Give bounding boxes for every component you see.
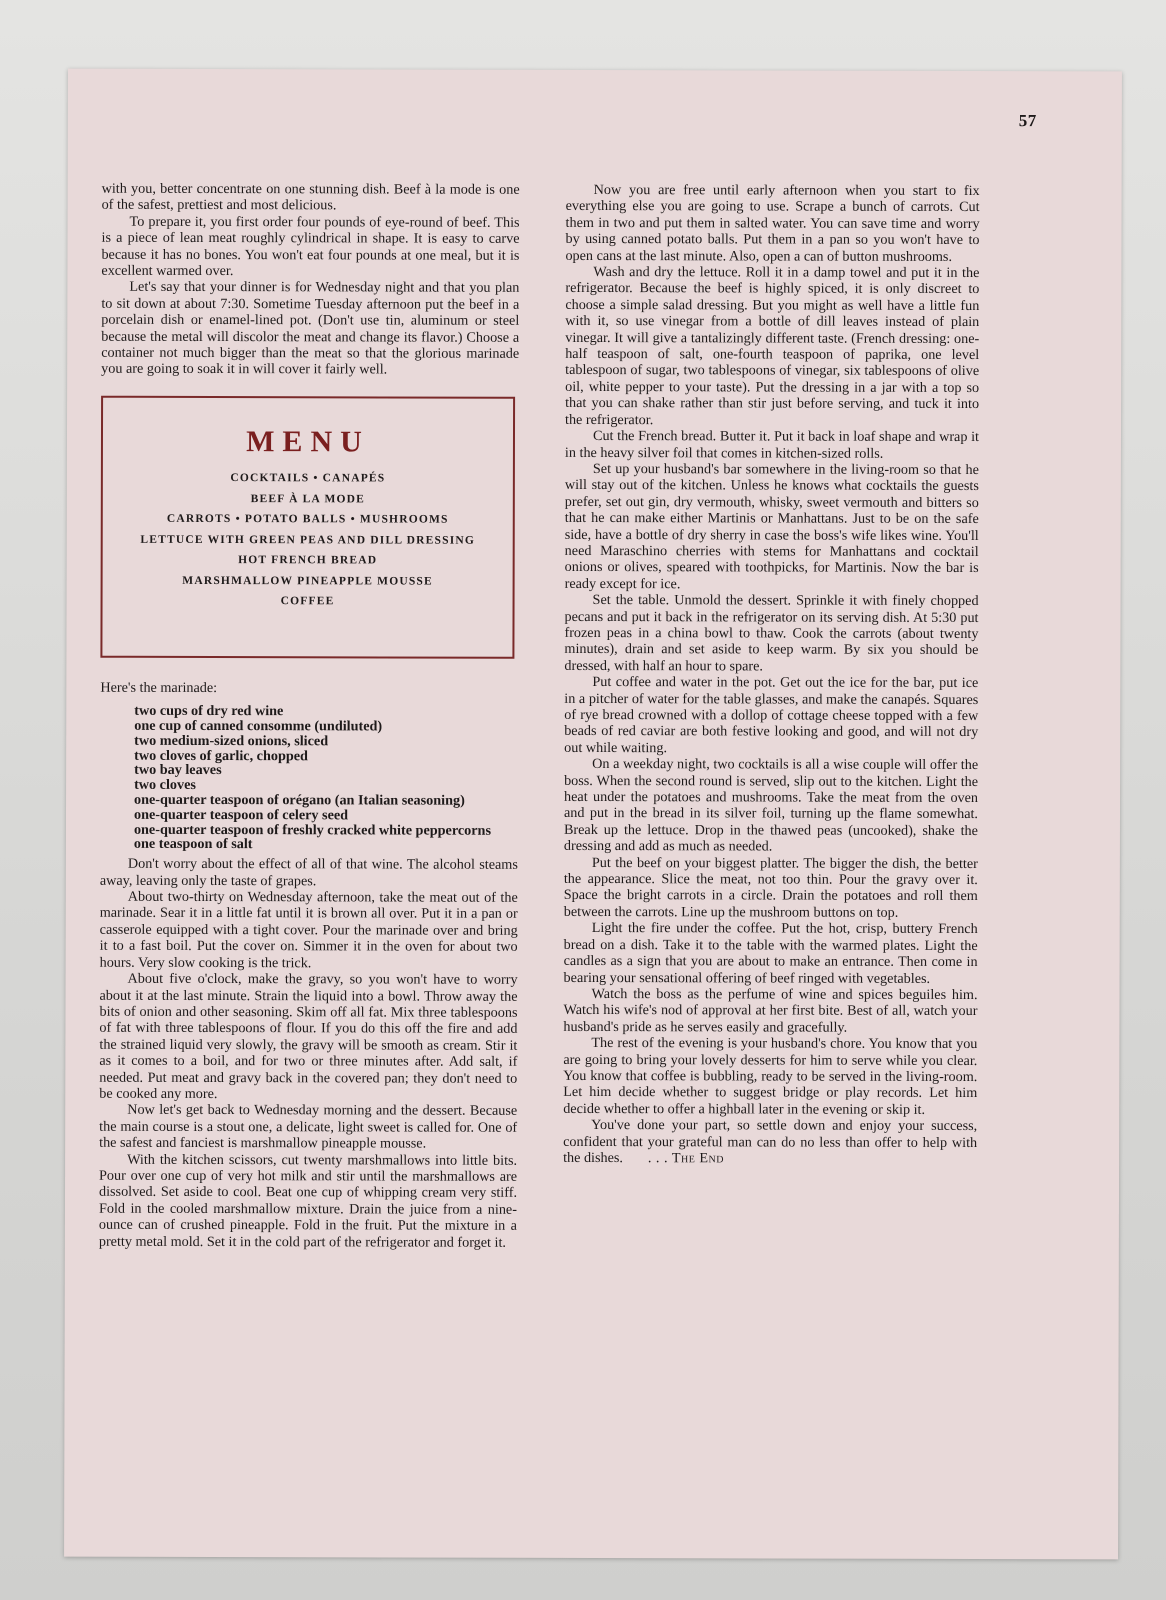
ingredient: one cup of canned consomme (undiluted) <box>134 717 383 735</box>
menu-item: BEEF À LA MODE <box>250 492 366 506</box>
the-end-mark: . . . The End <box>647 1150 725 1167</box>
ingredient: one-quarter teaspoon of orégano (an Italian seasoning) <box>134 791 465 809</box>
menu-box <box>100 396 515 659</box>
menu-item: LETTUCE WITH GREEN PEAS AND DILL DRESSING <box>140 533 476 547</box>
paragraph: Now let's get back to Wednesday morning and the dessert. Because the main course is a stout one, a delicate, light sweet is called for. One of the safest and fanciest is marshmallow pineapple mousse. <box>99 1102 518 1152</box>
ingredient: two cloves of garlic, chopped <box>134 747 308 764</box>
ingredient: two cloves <box>134 777 196 794</box>
ingredient-list <box>134 704 518 853</box>
paragraph: On a weekday night, two cocktails is all a wise couple will offer the boss. When the second round is served, slip out to the kitchen. Light the heat under the potatoes and mushrooms. Take the meat from the oven and put in the bread in its silver foil, turning up the flame somewhat. Break up the lettuce. Drop in the thawed peas (uncooked), shake the dressing and add as much as needed. <box>563 756 979 855</box>
ingredient: two cups of dry red wine <box>134 703 284 720</box>
menu-title: MENU <box>246 424 370 459</box>
menu-item: CARROTS • POTATO BALLS • MUSHROOMS <box>166 513 449 526</box>
menu-item: COCKTAILS • CANAPÉS <box>230 472 386 485</box>
ingredient: one teaspoon of salt <box>133 836 253 853</box>
paragraph: Put the beef on your biggest platter. The bigger the dish, the better the appearance. Slice the meat, not too thin. Pour the gravy over it. Space the bright carrots in a circle. Drain the potatoes and roll them between the carrots. Line up the mushroom buttons on top. <box>563 854 978 921</box>
paragraph: Set the table. Unmold the dessert. Sprinkle it with finely chopped pecans and put it back in the refrigerator on its serving dish. At 5:30 put frozen peas in a china bowl to thaw. Cook the carrots (about twenty minutes), drain and set aside to keep warm. By six you should be dressed, with half an hour to spare. <box>564 592 979 675</box>
paragraph: Light the fire under the coffee. Put the hot, crisp, buttery French bread on a dish. Take it to the table with the warmed plates. Light the candles as a sign that you are about to make an entrance. Then come in bearing your sensational offering of beef ringed with vegetables. <box>563 920 978 987</box>
paragraph: Let's say that your dinner is for Wednesday night and that you plan to sit down at about 7:30. Sometime Tuesday afternoon put the beef in a porcelain dish or enamel-lined pot. (Don't use tin, aluminum or steel because the metal will discolor the meat and change its flavor.) Choose a container not much bigger than the meat so that the glorious marinade you are going to soak it in will cover it fairly well. <box>101 279 520 378</box>
paragraph: Watch the boss as the perfume of wine and spices beguiles him. Watch his wife's nod of approval at her first bite. Best of all, watch your husband's pride as he serves easily and gracefully. <box>563 985 978 1036</box>
paragraph: Set up your husband's bar somewhere in the living-room so that he will stay out of the kitchen. Unless he knows what cocktails the guests prefer, set out gin, dry vermouth, whisky, sweet vermouth and bitters so that he can make either Martinis or Manhattans. Just to be on the safe side, have a bottle of dry sherry in case the boss's wife likes wine. You'll need Maraschino cherries with stems for Manhattans and cocktail onions or olives, speared with toothpicks, for Martinis. Now the bar is ready except for ice. <box>564 460 979 592</box>
paragraph: The rest of the evening is your husband's chore. You know that you are going to bring your lovely desserts for him to serve while you clear. You know that coffee is bubbling, ready to be served in the living-room. Let him decide whether to suggest bridge or play records. Let him decide whether to offer a highball later in the evening or skip it. <box>563 1035 978 1118</box>
left-column <box>99 181 520 1251</box>
paragraph: With the kitchen scissors, cut twenty marshmallows into little bits. Pour over one cup of very hot milk and stir until the marshmallows are dissolved. Set aside to cool. Beat one cup of whipping cream very stiff. Fold in the cooled marshmallow mixture. Drain the juice from a nine-ounce can of crushed pineapple. Fold in the fruit. Put the mixture in a pretty metal mold. Set it in the cold part of the refrigerator and forget it. <box>98 1151 518 1251</box>
menu-items <box>103 468 513 613</box>
final-paragraph <box>563 1117 977 1167</box>
menu-item: COFFEE <box>280 595 335 608</box>
page-number: 57 <box>1018 111 1037 131</box>
paragraph: Cut the French bread. Butter it. Put it back in loaf shape and wrap it in the heavy silver foil that comes in kitchen-sized rolls. <box>564 428 980 462</box>
marinade-intro: Here's the marinade: <box>100 679 218 696</box>
menu-item: HOT FRENCH BREAD <box>238 554 378 567</box>
ingredient: one-quarter teaspoon of freshly cracked white peppercorns <box>133 821 492 839</box>
paragraph: Put coffee and water in the pot. Get out the ice for the bar, put ice in a pitcher of water for the table glasses, and make the canapés. Squares of rye bread crowned with a dollop of cottage cheese topped with a few beads of red caviar are both festive looking and good, and will not dry out while waiting. <box>564 674 979 757</box>
paragraph: Don't worry about the effect of all of that wine. The alcohol steams away, leaving only the taste of grapes. <box>99 856 518 889</box>
paragraph: Now you are free until early afternoon when you start to fix everything else you are going to use. Scrape a bunch of carrots. Cut them in two and put them in salted water. You can save time and worry by using canned potato balls. Put them in a pan so you won't have to open cans at the last minute. Also, open a can of button mushrooms. <box>565 181 980 265</box>
ingredient: one-quarter teaspoon of celery seed <box>133 806 349 824</box>
paragraph: with you, better concentrate on one stunning dish. Beef à la mode is one of the safest, prettiest and most delicious. <box>101 180 520 214</box>
paragraph: Wash and dry the lettuce. Roll it in a damp towel and put it in the refrigerator. Because the beef is highly spiced, it is only discreet to choose a simple salad dressing. But you might as well have a little fun with it, so use vinegar from a bottle of dill leaves instead of plain vinegar. It will give a tantalizingly different taste. (French dressing: one-half teaspoon of salt, one-fourth teaspoon of paprika, one level tablespoon of sugar, two tablespoons of vinegar, six tablespoons of olive oil, white pepper to your taste). Put the dressing in a jar with a top so that you can shake rather than stir just before serving, and tuck it into the refrigerator. <box>565 264 980 428</box>
ingredient: two medium-sized onions, sliced <box>134 732 329 750</box>
paragraph: About two-thirty on Wednesday afternoon, take the meat out of the marinade. Sear it in a little fat until it is brown all over. Put it in a pan or casserole equipped with a tight cover. Pour the marinade over and bring it to a fast boil. Put the cover on. Simmer it in the oven for about two hours. Very slow cooking is the trick. <box>99 888 518 971</box>
menu-item: MARSHMALLOW PINEAPPLE MOUSSE <box>182 574 433 588</box>
paragraph: To prepare it, you first order four pounds of eye-round of beef. This is a piece of lean meat roughly cylindrical in shape. It is easy to carve because it has no bones. You won't eat four pounds at one meal, but it is excellent warmed over. <box>101 213 520 280</box>
right-column <box>563 182 980 1167</box>
final-paragraph-text: You've done your part, so settle down and enjoy your success, confident that your grateful man can do no less than offer to help with the dishes. <box>563 1117 978 1167</box>
paragraph: About five o'clock, make the gravy, so you won't have to worry about it at the last minute. Strain the liquid into a bowl. Throw away the bits of onion and other seasoning. Skim off all fat. Mix three tablespoons of fat with three tablespoons of flour. If you do this off the fire and add the strained liquid very slowly, the gravy will be smooth as cream. Stir it as it comes to a boil, and for two or three minutes after. Add salt, if needed. Put meat and gravy back in the covered pan; they don't need to be cooked any more. <box>99 970 518 1102</box>
ingredient: two bay leaves <box>134 762 222 779</box>
magazine-page <box>64 69 1122 1560</box>
